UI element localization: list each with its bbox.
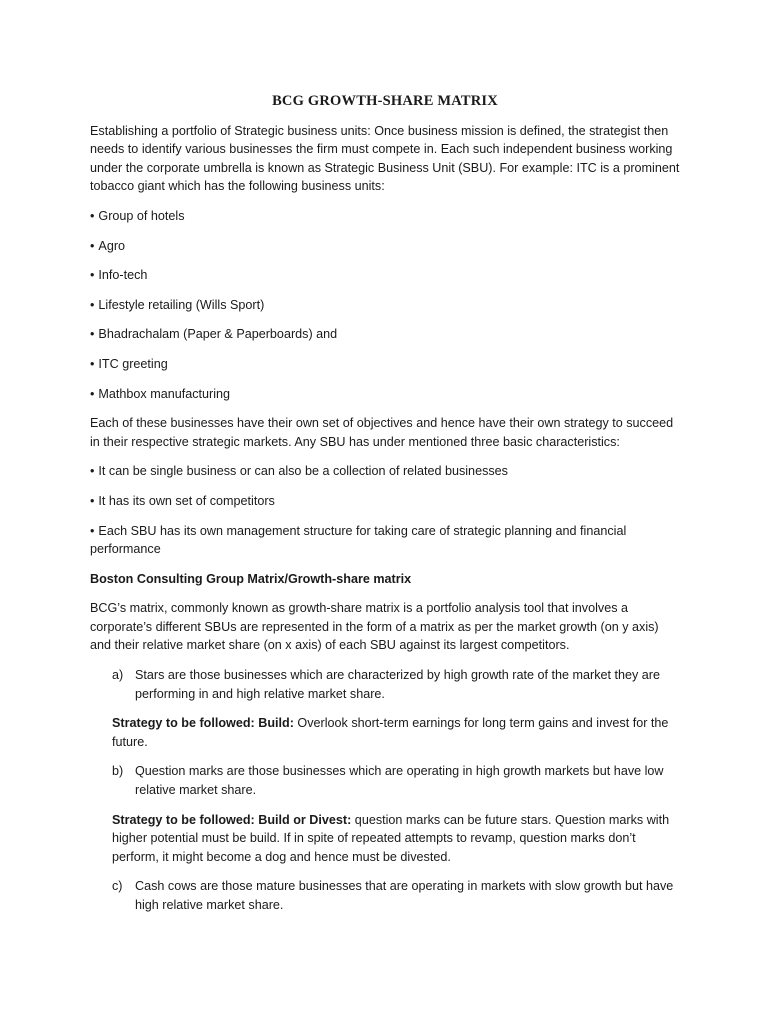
strategy-text: Overlook short-term earnings for long term gains and invest for the future.	[112, 716, 669, 749]
list-item	[90, 462, 680, 481]
strategy-label: Strategy to be followed: Build:	[112, 716, 294, 731]
list-item	[90, 207, 680, 226]
characteristic-label: It can be single business or can also be a collection of related businesses	[98, 464, 508, 479]
strategy-paragraph	[90, 811, 680, 867]
business-unit-label: Mathbox manufacturing	[98, 386, 231, 401]
characteristic-label: Each SBU has its own management structure for taking care of strategic planning and financial performance	[90, 523, 627, 557]
list-item	[90, 325, 680, 344]
matrix-paragraph: BCG’s matrix, commonly known as growth-share matrix is a portfolio analysis tool that involves a corporate’s different SBUs are represented in the form of a matrix as per the market growth (on y axis) and their relative market share (on x axis) of each SBU against its largest competitors.	[90, 601, 659, 653]
bullet-icon: •	[90, 327, 95, 342]
objectives-paragraph: Each of these businesses have their own set of objectives and hence have their own strategy to succeed in their respective strategic markets. Any SBU has under mentioned three basic characteristics:	[90, 416, 674, 449]
business-unit-label: Agro	[98, 238, 126, 253]
bullet-icon: •	[90, 238, 95, 253]
business-unit-label: ITC greeting	[98, 356, 168, 371]
strategy-text: question marks can be future stars. Question marks with higher potential must be build. If in spite of repeated attempts to revamp, question marks don’t perform, it might become a dog and hence must be divested.	[112, 812, 670, 864]
strategy-paragraph	[90, 714, 680, 751]
list-item	[90, 522, 680, 559]
list-marker: a)	[112, 668, 124, 683]
bullet-icon: •	[90, 356, 95, 371]
document-page	[90, 92, 680, 926]
list-item-stars	[90, 666, 680, 703]
list-item-question-marks	[90, 762, 680, 799]
item-text: Stars are those businesses which are characterized by high growth rate of the market they are performing in and high relative market share.	[135, 668, 661, 701]
business-unit-label: Info-tech	[98, 268, 148, 283]
document-title: BCG GROWTH-SHARE MATRIX	[272, 93, 498, 109]
list-item	[90, 266, 680, 285]
list-marker: b)	[112, 764, 124, 779]
section-heading: Boston Consulting Group Matrix/Growth-share matrix	[90, 571, 412, 586]
list-item	[90, 237, 680, 256]
list-item	[90, 492, 680, 511]
list-item	[90, 385, 680, 404]
business-unit-label: Lifestyle retailing (Wills Sport)	[98, 297, 265, 312]
strategy-label: Strategy to be followed: Build or Divest:	[112, 812, 352, 827]
item-text: Question marks are those businesses which are operating in high growth markets but have low relative market share.	[135, 764, 664, 798]
list-marker: c)	[112, 879, 123, 894]
business-unit-label: Group of hotels	[98, 208, 185, 223]
business-unit-label: Bhadrachalam (Paper & Paperboards) and	[98, 327, 338, 342]
bullet-icon: •	[90, 523, 95, 538]
list-item-cash-cows	[90, 877, 680, 914]
bullet-icon: •	[90, 297, 95, 312]
bullet-icon: •	[90, 208, 95, 223]
item-text: Cash cows are those mature businesses that are operating in markets with slow growth but have high relative market share.	[135, 879, 674, 912]
bullet-icon: •	[90, 464, 95, 479]
list-item	[90, 296, 680, 315]
characteristic-label: It has its own set of competitors	[98, 493, 275, 508]
bullet-icon: •	[90, 493, 95, 508]
bullet-icon: •	[90, 386, 95, 401]
list-item	[90, 355, 680, 374]
intro-paragraph: Establishing a portfolio of Strategic business units: Once business mission is defined, the strategist then needs to identify various businesses the firm must compete in. Each such independent business working under the corporate umbrella is known as Strategic Business Unit (SBU). For example: ITC is a prominent tobacco giant which has the following business units:	[90, 123, 680, 194]
bullet-icon: •	[90, 268, 95, 283]
